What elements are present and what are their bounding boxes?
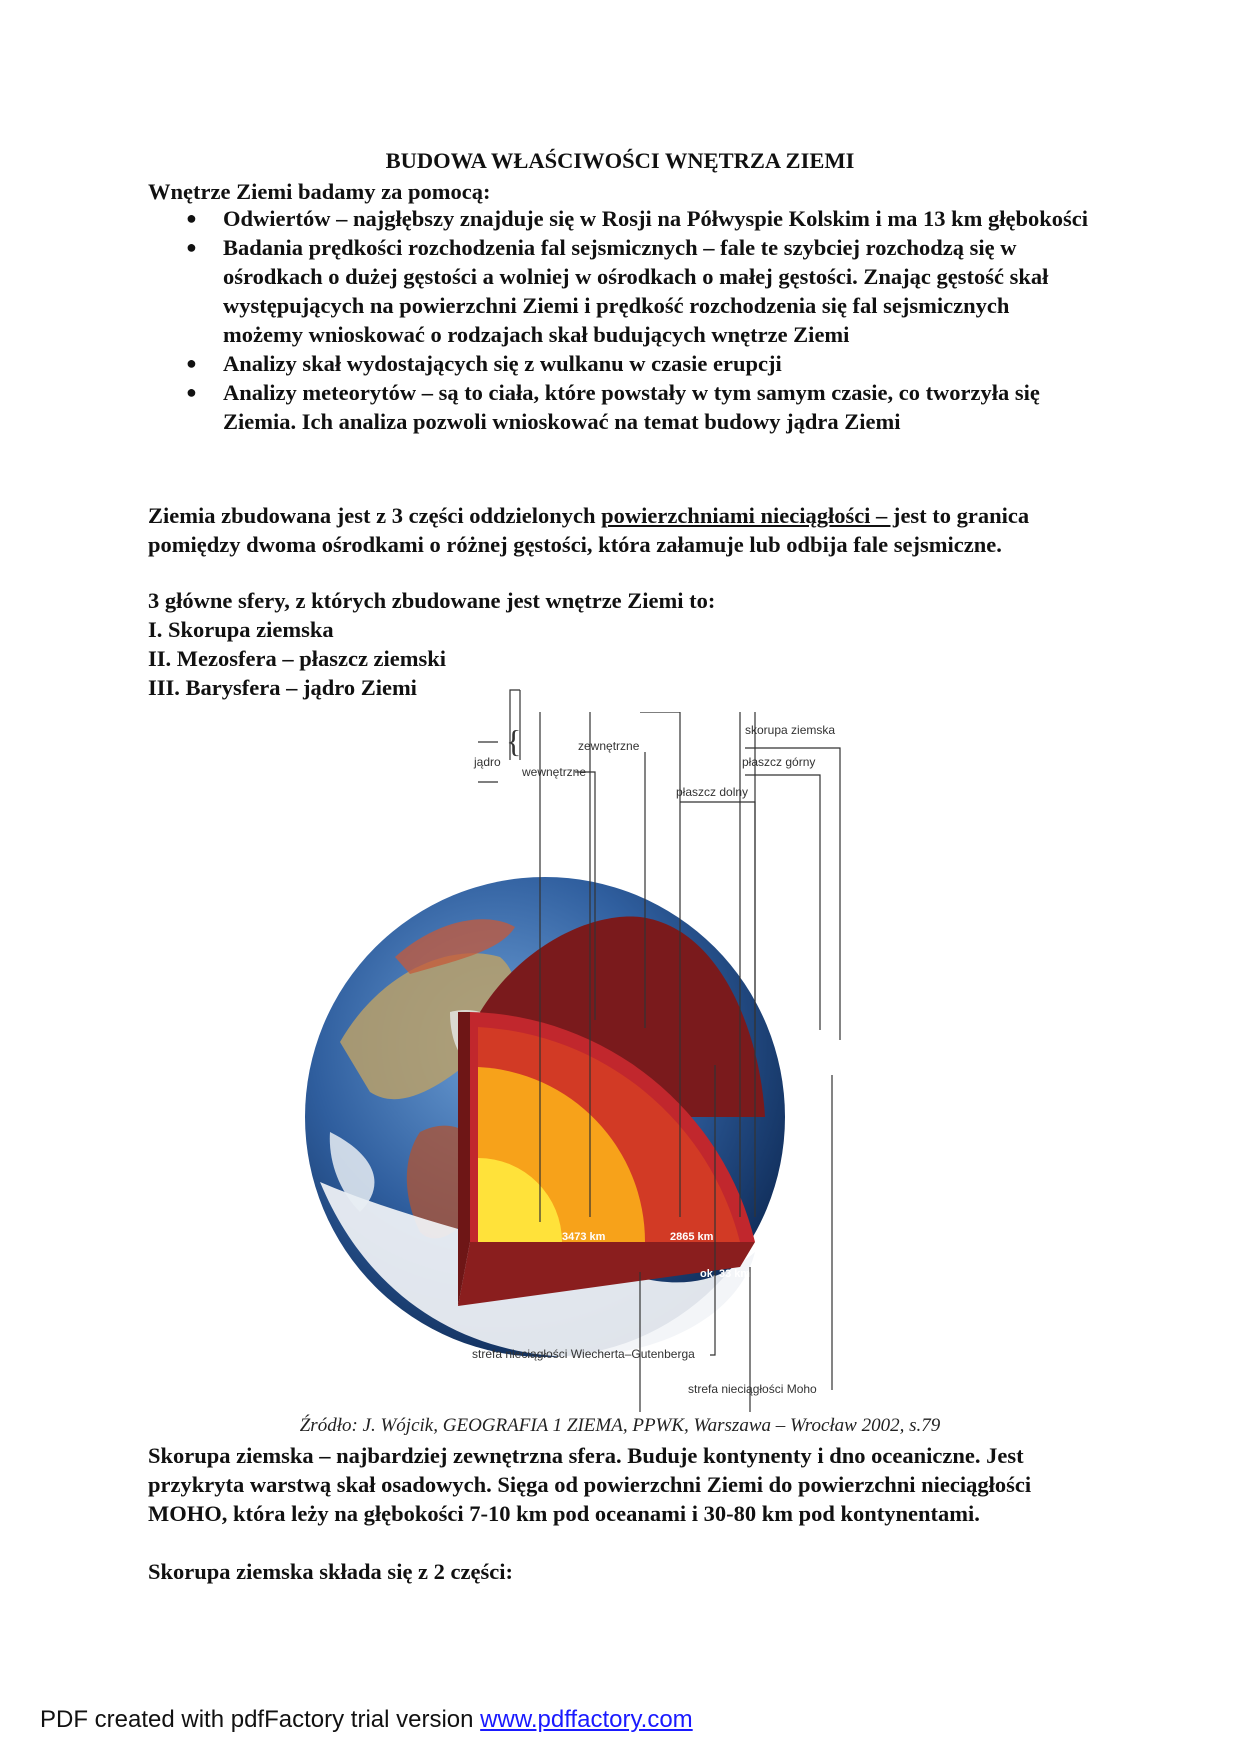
label-zewnetrzne: zewnętrzne	[578, 739, 640, 753]
wewnetrzne-leader	[575, 772, 595, 1020]
sphere-item: II. Mezosfera – płaszcz ziemski	[148, 646, 447, 671]
para1-underlined: powierzchniami nieciągłości – j	[601, 503, 901, 528]
wiechert-leader	[710, 1065, 715, 1355]
bullet-icon: ●	[186, 382, 197, 402]
brace-icon: {	[506, 723, 522, 759]
crust-thickness-label: ok. 33 km	[700, 1268, 751, 1280]
label-skorupa: skorupa ziemska	[745, 723, 836, 737]
core-radius-label: 3473 km	[562, 1231, 606, 1243]
label-plaszcz-dolny: płaszcz dolny	[676, 785, 749, 799]
crust-parts-line: Skorupa ziemska składa się z 2 części:	[148, 1559, 513, 1584]
crust-paragraph: Skorupa ziemska – najbardziej zewnętrzna sfera. Buduje kontynenty i dno oceaniczne. Jest przykryta warstwą skał osadowych. Sięga od powierzchni Ziemi do powierzchni nieciągłości MOHO, która leży na głębokości 7-10 km pod oceanami i 30-80 km pod kontynentami.	[148, 1443, 1032, 1526]
figure-caption: Źródło: J. Wójcik, GEOGRAFIA 1 ZIEMA, PPWK, Warszawa – Wrocław 2002, s.79	[299, 1415, 941, 1436]
label-plaszcz-gorny: płaszcz górny	[742, 755, 816, 769]
plaszcz-gorny-leader	[745, 775, 820, 1030]
method-text: Odwiertów – najgłębszy znajduje się w Rosji na Półwyspie Kolskim i ma 13 km głębokości	[223, 206, 1089, 231]
bullet-icon: ●	[186, 353, 197, 373]
label-jadro: jądro	[474, 755, 501, 769]
plaszcz-dolny-leader	[680, 802, 755, 1030]
method-text: Analizy skał wydostających się z wulkanu w czasie erupcji	[223, 351, 782, 376]
label-wiechert: strefa nieciągłości Wiecherta–Gutenberga	[472, 1347, 695, 1361]
method-text: Analizy meteorytów – są to ciała, które powstały w tym samym czasie, co tworzyła się Ziemia. Ich analiza pozwoli wnioskować na temat budowy jądra Ziemi	[223, 380, 1040, 434]
spheres-intro: 3 główne sfery, z których zbudowane jest wnętrze Ziemi to:	[148, 588, 716, 613]
para1-after: est to granica pomiędzy dwoma ośrodkami o różnej gęstości, która załamuje lub odbija fale sejsmiczne.	[148, 503, 1030, 557]
footer-link[interactable]: www.pdffactory.com	[480, 1706, 693, 1733]
para1-before: Ziemia zbudowana jest z 3 części oddzielonych	[148, 503, 602, 528]
intro-line: Wnętrze Ziemi badamy za pomocą:	[148, 179, 491, 204]
label-wewnetrzne: wewnętrzne	[522, 765, 587, 779]
page-title: BUDOWA WŁAŚCIWOŚCI WNĘTRZA ZIEMI	[385, 148, 855, 173]
label-moho: strefa nieciągłości Moho	[688, 1382, 817, 1396]
method-text: Badania prędkości rozchodzenia fal sejsmicznych – fale te szybciej rozchodzą się w ośrodkach o dużej gęstości a wolniej w ośrodkach o małej gęstości. Znając gęstość skał występujących na powierzchni Ziemi i prędkość rozchodzenia się fal sejsmicznych możemy wnioskować o rodzajach skał budujących wnętrze Ziemi	[223, 235, 1049, 347]
footer-text: PDF created with pdfFactory trial version	[40, 1706, 481, 1733]
pdf-footer	[40, 1706, 693, 1734]
sphere-item: III. Barysfera – jądro Ziemi	[148, 675, 417, 700]
bullet-icon: ●	[186, 237, 197, 257]
skorupa-leader	[745, 748, 840, 1040]
label-leaders	[478, 690, 840, 1390]
mantle-thickness-label: 2865 km	[670, 1231, 714, 1243]
bullet-icon: ●	[186, 208, 197, 228]
sphere-item: I. Skorupa ziemska	[148, 617, 334, 642]
